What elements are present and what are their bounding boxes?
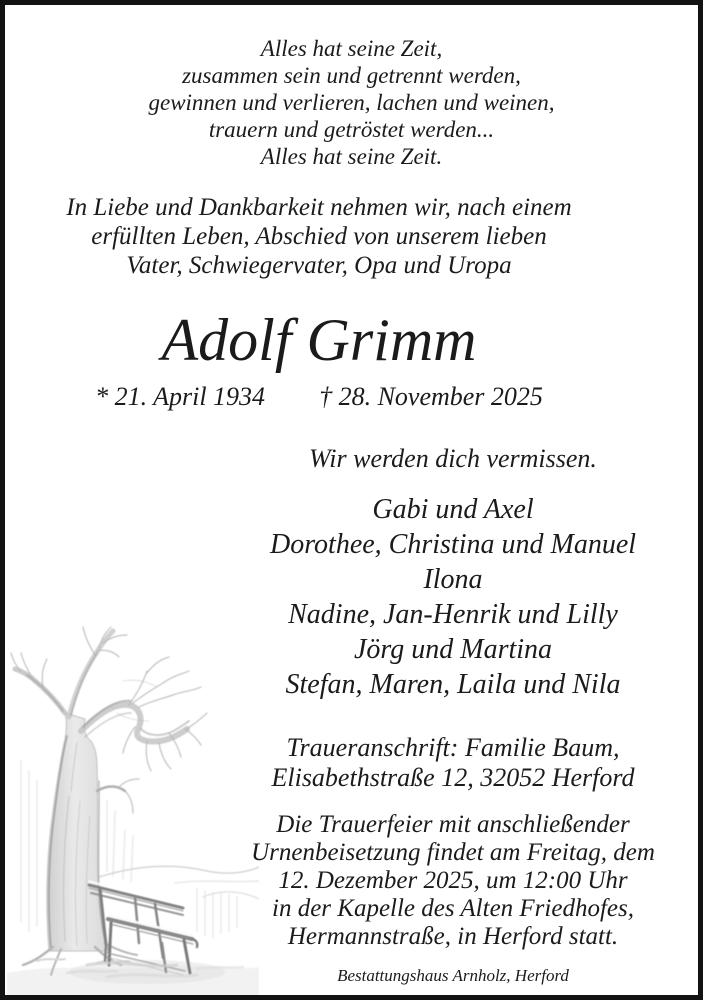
tree-trunk bbox=[47, 713, 110, 951]
address-line: Traueranschrift: Familie Baum, bbox=[286, 733, 620, 762]
mourner-line: Nadine, Jan-Henrik und Lilly bbox=[288, 599, 618, 630]
verse-line: gewinnen und verlieren, lachen und weinen, bbox=[148, 90, 555, 115]
ceremony-line: Die Trauerfeier mit anschließender bbox=[276, 811, 630, 838]
condolence-address bbox=[198, 733, 703, 793]
mourners-list bbox=[198, 492, 703, 702]
ceremony-line: Hermannstraße, in Herford statt. bbox=[287, 923, 619, 950]
death-date: † 28. November 2025 bbox=[319, 382, 543, 411]
verse-line: trauern und getröstet werden... bbox=[208, 117, 495, 142]
intro-line: In Liebe und Dankbarkeit nehmen wir, nach einem bbox=[66, 194, 572, 221]
deceased-name: Adolf Grimm bbox=[161, 307, 477, 373]
verse-line: Alles hat seine Zeit, bbox=[260, 36, 443, 61]
mourner-line: Gabi und Axel bbox=[372, 494, 534, 525]
opening-verse bbox=[5, 35, 698, 170]
funeral-home-credit: Bestattungshaus Arnholz, Herford bbox=[337, 966, 569, 985]
ceremony-info bbox=[198, 811, 703, 951]
farewell-line: Wir werden dich vermissen. bbox=[309, 444, 597, 473]
mourner-line: Dorothee, Christina und Manuel bbox=[269, 529, 637, 560]
verse-line: Alles hat seine Zeit. bbox=[260, 144, 443, 169]
ceremony-line: Urnenbeisetzung findet am Freitag, dem bbox=[251, 839, 655, 866]
tree-and-bench-sketch bbox=[7, 621, 259, 997]
address-line: Elisabethstraße 12, 32052 Herford bbox=[271, 763, 635, 792]
mourner-line: Ilona bbox=[423, 564, 483, 595]
life-dates bbox=[5, 382, 633, 412]
ceremony-line: in der Kapelle des Alten Friedhofes, bbox=[272, 895, 634, 922]
bench bbox=[89, 882, 197, 976]
mourner-line: Stefan, Maren, Laila und Nila bbox=[285, 669, 621, 700]
ceremony-line: 12. Dezember 2025, um 12:00 Uhr bbox=[278, 867, 628, 894]
verse-line: zusammen sein und getrennt werden, bbox=[182, 63, 521, 88]
birth-date: * 21. April 1934 bbox=[95, 382, 266, 411]
intro-line: Vater, Schwiegervater, Opa und Uropa bbox=[126, 252, 512, 279]
intro-line: erfüllten Leben, Abschied von unserem lieben bbox=[91, 223, 547, 250]
mourner-line: Jörg und Martina bbox=[353, 634, 553, 665]
tree-branches bbox=[15, 631, 189, 791]
intro-text bbox=[5, 193, 633, 280]
